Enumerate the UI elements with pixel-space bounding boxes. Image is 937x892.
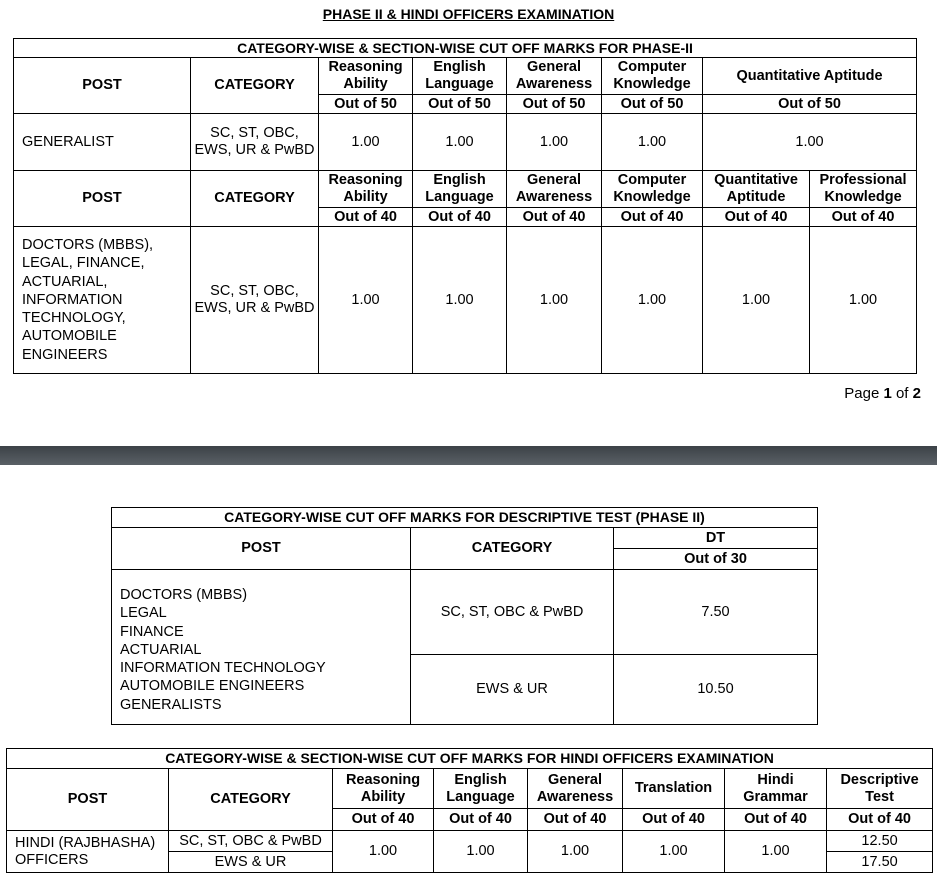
out-of-label: Out of 40 bbox=[507, 208, 602, 227]
out-of-label: Out of 40 bbox=[827, 809, 933, 831]
mark-cell: 1.00 bbox=[703, 114, 917, 171]
descriptive-cutoff-table bbox=[111, 507, 818, 725]
phase2-caption: CATEGORY-WISE & SECTION-WISE CUT OFF MARKS FOR PHASE-II bbox=[14, 39, 917, 58]
category-header: CATEGORY bbox=[169, 769, 333, 831]
out-of-label: Out of 50 bbox=[319, 95, 413, 114]
out-of-label: Out of 40 bbox=[623, 809, 725, 831]
category-cell: SC, ST, OBC, EWS, UR & PwBD bbox=[191, 114, 319, 171]
out-of-label: Out of 40 bbox=[319, 208, 413, 227]
out-of-label: Out of 40 bbox=[413, 208, 507, 227]
mark-cell: 1.00 bbox=[810, 227, 917, 374]
mark-cell: 1.00 bbox=[623, 831, 725, 873]
section-header: General Awareness bbox=[507, 58, 602, 95]
mark-cell: 7.50 bbox=[614, 570, 818, 655]
mark-cell: 1.00 bbox=[602, 114, 703, 171]
post-header: POST bbox=[14, 58, 191, 114]
section-header: General Awareness bbox=[507, 171, 602, 208]
post-header: POST bbox=[7, 769, 169, 831]
post-item: ACTUARIAL bbox=[120, 641, 202, 658]
mark-cell: 1.00 bbox=[319, 227, 413, 374]
hindi-cutoff-table bbox=[6, 748, 933, 873]
category-header: CATEGORY bbox=[191, 171, 319, 227]
category-header: CATEGORY bbox=[411, 528, 614, 570]
page-middle: of bbox=[891, 385, 913, 402]
post-item: FINANCE bbox=[120, 623, 184, 640]
post-item: AUTOMOBILE ENGINEERS bbox=[120, 678, 305, 695]
mark-cell: 10.50 bbox=[614, 655, 818, 725]
out-of-label: Out of 50 bbox=[413, 95, 507, 114]
mark-cell: 1.00 bbox=[413, 227, 507, 374]
post-cell: HINDI (RAJBHASHA) OFFICERS bbox=[7, 831, 169, 873]
section-header: English Language bbox=[413, 58, 507, 95]
out-of-label: Out of 40 bbox=[333, 809, 434, 831]
category-header: CATEGORY bbox=[191, 58, 319, 114]
page-divider bbox=[0, 446, 937, 465]
mark-cell: 17.50 bbox=[827, 852, 933, 873]
out-of-label: Out of 40 bbox=[528, 809, 623, 831]
section-header: Quantitative Aptitude bbox=[703, 58, 917, 95]
post-item: INFORMATION TECHNOLOGY bbox=[120, 660, 326, 677]
descriptive-caption: CATEGORY-WISE CUT OFF MARKS FOR DESCRIPTIVE TEST (PHASE II) bbox=[112, 508, 818, 528]
category-cell: EWS & UR bbox=[411, 655, 614, 725]
phase2-cutoff-table bbox=[13, 38, 917, 374]
dt-header: DT bbox=[614, 528, 818, 549]
section-header: Descriptive Test bbox=[827, 769, 933, 809]
page-total: 2 bbox=[912, 385, 921, 402]
mark-cell: 1.00 bbox=[434, 831, 528, 873]
mark-cell: 1.00 bbox=[413, 114, 507, 171]
page-current: 1 bbox=[883, 385, 892, 402]
out-of-label: Out of 40 bbox=[703, 208, 810, 227]
out-of-label: Out of 40 bbox=[602, 208, 703, 227]
mark-cell: 1.00 bbox=[507, 114, 602, 171]
post-item: DOCTORS (MBBS) bbox=[120, 586, 248, 603]
page-number bbox=[844, 385, 921, 402]
category-cell: SC, ST, OBC & PwBD bbox=[411, 570, 614, 655]
out-of-label: Out of 30 bbox=[614, 549, 818, 570]
section-header: English Language bbox=[413, 171, 507, 208]
post-cell: GENERALIST bbox=[14, 114, 191, 171]
section-header: English Language bbox=[434, 769, 528, 809]
mark-cell: 1.00 bbox=[602, 227, 703, 374]
out-of-label: Out of 50 bbox=[602, 95, 703, 114]
hindi-caption: CATEGORY-WISE & SECTION-WISE CUT OFF MARKS FOR HINDI OFFICERS EXAMINATION bbox=[7, 749, 933, 769]
post-item: GENERALISTS bbox=[120, 696, 222, 713]
section-header: Computer Knowledge bbox=[602, 171, 703, 208]
out-of-label: Out of 40 bbox=[725, 809, 827, 831]
out-of-label: Out of 50 bbox=[507, 95, 602, 114]
section-header: Reasoning Ability bbox=[319, 171, 413, 208]
section-header: Reasoning Ability bbox=[333, 769, 434, 809]
section-header: General Awareness bbox=[528, 769, 623, 809]
post-item: LEGAL bbox=[120, 605, 167, 622]
page-prefix: Page bbox=[844, 385, 884, 402]
section-header: Computer Knowledge bbox=[602, 58, 703, 95]
section-header: Quantitative Aptitude bbox=[703, 171, 810, 208]
mark-cell: 1.00 bbox=[319, 114, 413, 171]
post-cell: DOCTORS (MBBS), LEGAL, FINANCE, ACTUARIAL, INFORMATION TECHNOLOGY, AUTOMOBILE ENGINEERS bbox=[14, 227, 191, 374]
post-header: POST bbox=[14, 171, 191, 227]
mark-cell: 1.00 bbox=[333, 831, 434, 873]
out-of-label: Out of 50 bbox=[703, 95, 917, 114]
section-header: Translation bbox=[623, 769, 725, 809]
mark-cell: 1.00 bbox=[507, 227, 602, 374]
section-header: Hindi Grammar bbox=[725, 769, 827, 809]
post-header: POST bbox=[112, 528, 411, 570]
category-cell: SC, ST, OBC, EWS, UR & PwBD bbox=[191, 227, 319, 374]
category-cell: SC, ST, OBC & PwBD bbox=[169, 831, 333, 852]
page-title: PHASE II & HINDI OFFICERS EXAMINATION bbox=[322, 6, 615, 22]
mark-cell: 1.00 bbox=[703, 227, 810, 374]
category-cell: EWS & UR bbox=[169, 852, 333, 873]
mark-cell: 1.00 bbox=[528, 831, 623, 873]
section-header: Professional Knowledge bbox=[810, 171, 917, 208]
mark-cell: 1.00 bbox=[725, 831, 827, 873]
post-list-cell bbox=[112, 570, 411, 725]
section-header: Reasoning Ability bbox=[319, 58, 413, 95]
out-of-label: Out of 40 bbox=[810, 208, 917, 227]
mark-cell: 12.50 bbox=[827, 831, 933, 852]
out-of-label: Out of 40 bbox=[434, 809, 528, 831]
